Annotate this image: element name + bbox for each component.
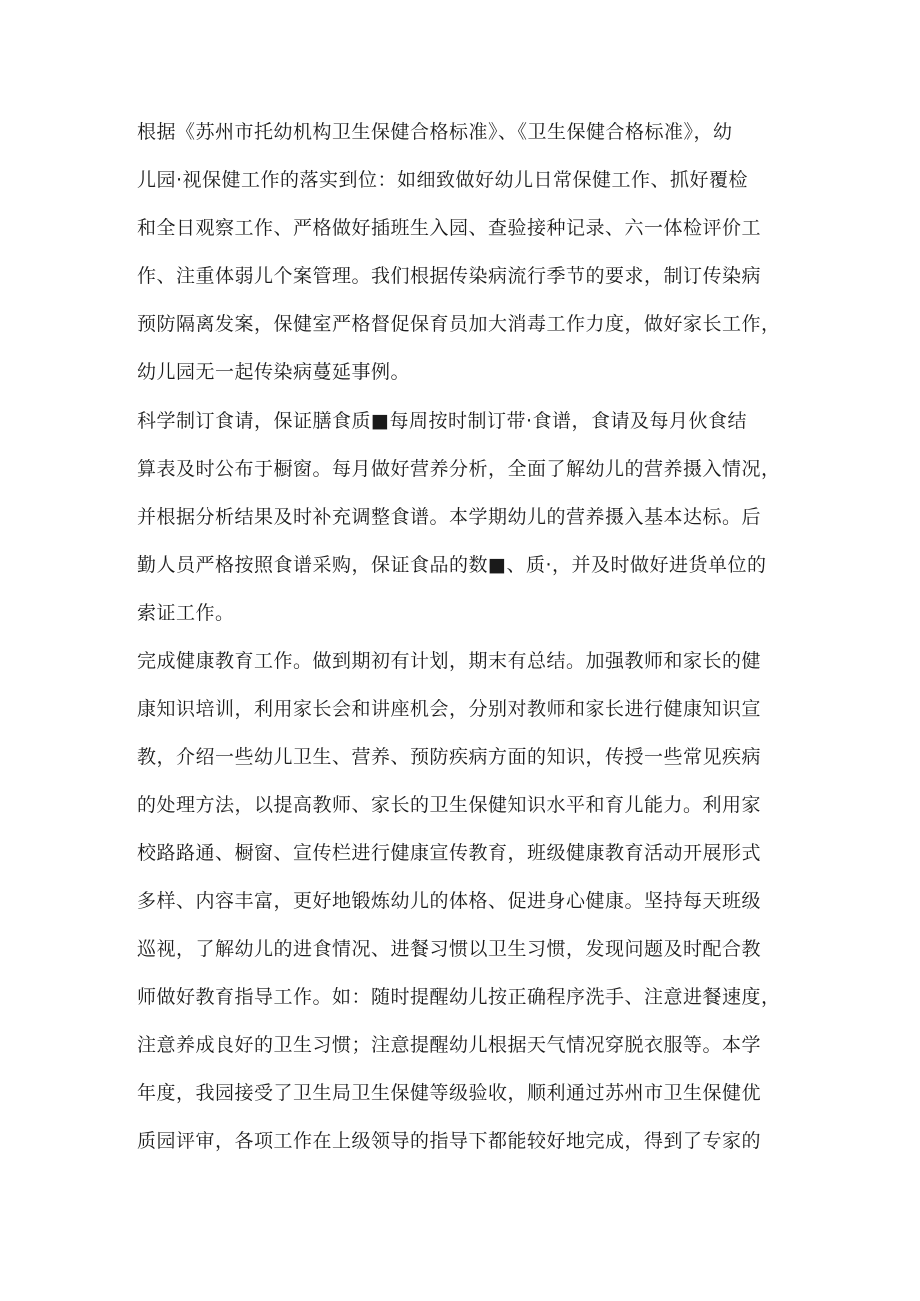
paragraph-health-education [137,637,797,1165]
text-line: 注意养成良好的卫生习惯；注意提醒幼儿根据天气情况穿脱衣服等。本学 [137,1034,762,1056]
text-line: 完成健康教育工作。做到期初有计划，期末有总结。加强教师和家长的健 [137,650,762,672]
text-line: 的处理方法，以提高教师、家长的卫生保健知识水平和育儿能力。利用家 [137,794,762,816]
text-line: 校路路通、橱窗、宣传栏进行健康宣传教育，班级健康教育活动开展形式 [137,842,762,864]
text-line: 索证工作。 [137,602,235,624]
text-line: 幼儿园无一起传染病蔓延事例。 [137,361,411,383]
text-line: 根据《苏州市托幼机构卫生保健合格标准》、《卫生保健合格标准》，幼 [137,121,733,143]
text-line: 教，介绍一些幼儿卫生、营养、预防疾病方面的知识，传授一些常见疾病 [137,746,762,768]
text-line: 年度，我园接受了卫生局卫生保健等级验收，顺利通过苏州市卫生保健优 [137,1082,762,1104]
text-line: 和全日观察工作、严格做好插班生入园、查验接种记录、六一体检评价工 [137,217,762,239]
text-line: 作、注重体弱儿个案管理。我们根据传染病流行季节的要求，制订传染病 [137,265,762,287]
text-line: 并根据分析结果及时补充调整食谱。本学期幼儿的营养摄入基本达标。后 [137,506,762,528]
text-line: 巡视，了解幼儿的进食情况、进餐习惯以卫生习惯，发现问题及时配合教 [137,938,762,960]
text-line: 康知识培训，利用家长会和讲座机会，分别对教师和家长进行健康知识宣 [137,698,762,720]
text-line: 师做好教育指导工作。如：随时提醒幼儿按正确程序洗手、注意进餐速度， [137,986,781,1008]
text-line: 预防隔离发案，保健室严格督促保育员加大消毒工作力度，做好家长工作， [137,313,781,335]
text-line: 勤人员严格按照食谱采购，保证食品的数■、质·，并及时做好进货单位的 [137,554,767,576]
text-line: 质园评审，各项工作在上级领导的指导下都能较好地完成，得到了专家的 [137,1130,762,1152]
text-line: 儿园·视保健工作的落实到位：如细致做好幼儿日常保健工作、抓好覆检 [137,169,749,191]
text-line: 科学制订食请，保证膳食质■每周按时制订带·食谱，食请及每月伙食结 [137,410,747,432]
paragraph-health-standards [137,108,797,396]
text-line: 多样、内容丰富，更好地锻炼幼儿的体格、促进身心健康。坚持每天班级 [137,890,762,912]
text-line: 算表及时公布于橱窗。每月做好营养分析，全面了解幼儿的营养摄入情况， [137,458,781,480]
paragraph-meal-planning [137,397,797,637]
